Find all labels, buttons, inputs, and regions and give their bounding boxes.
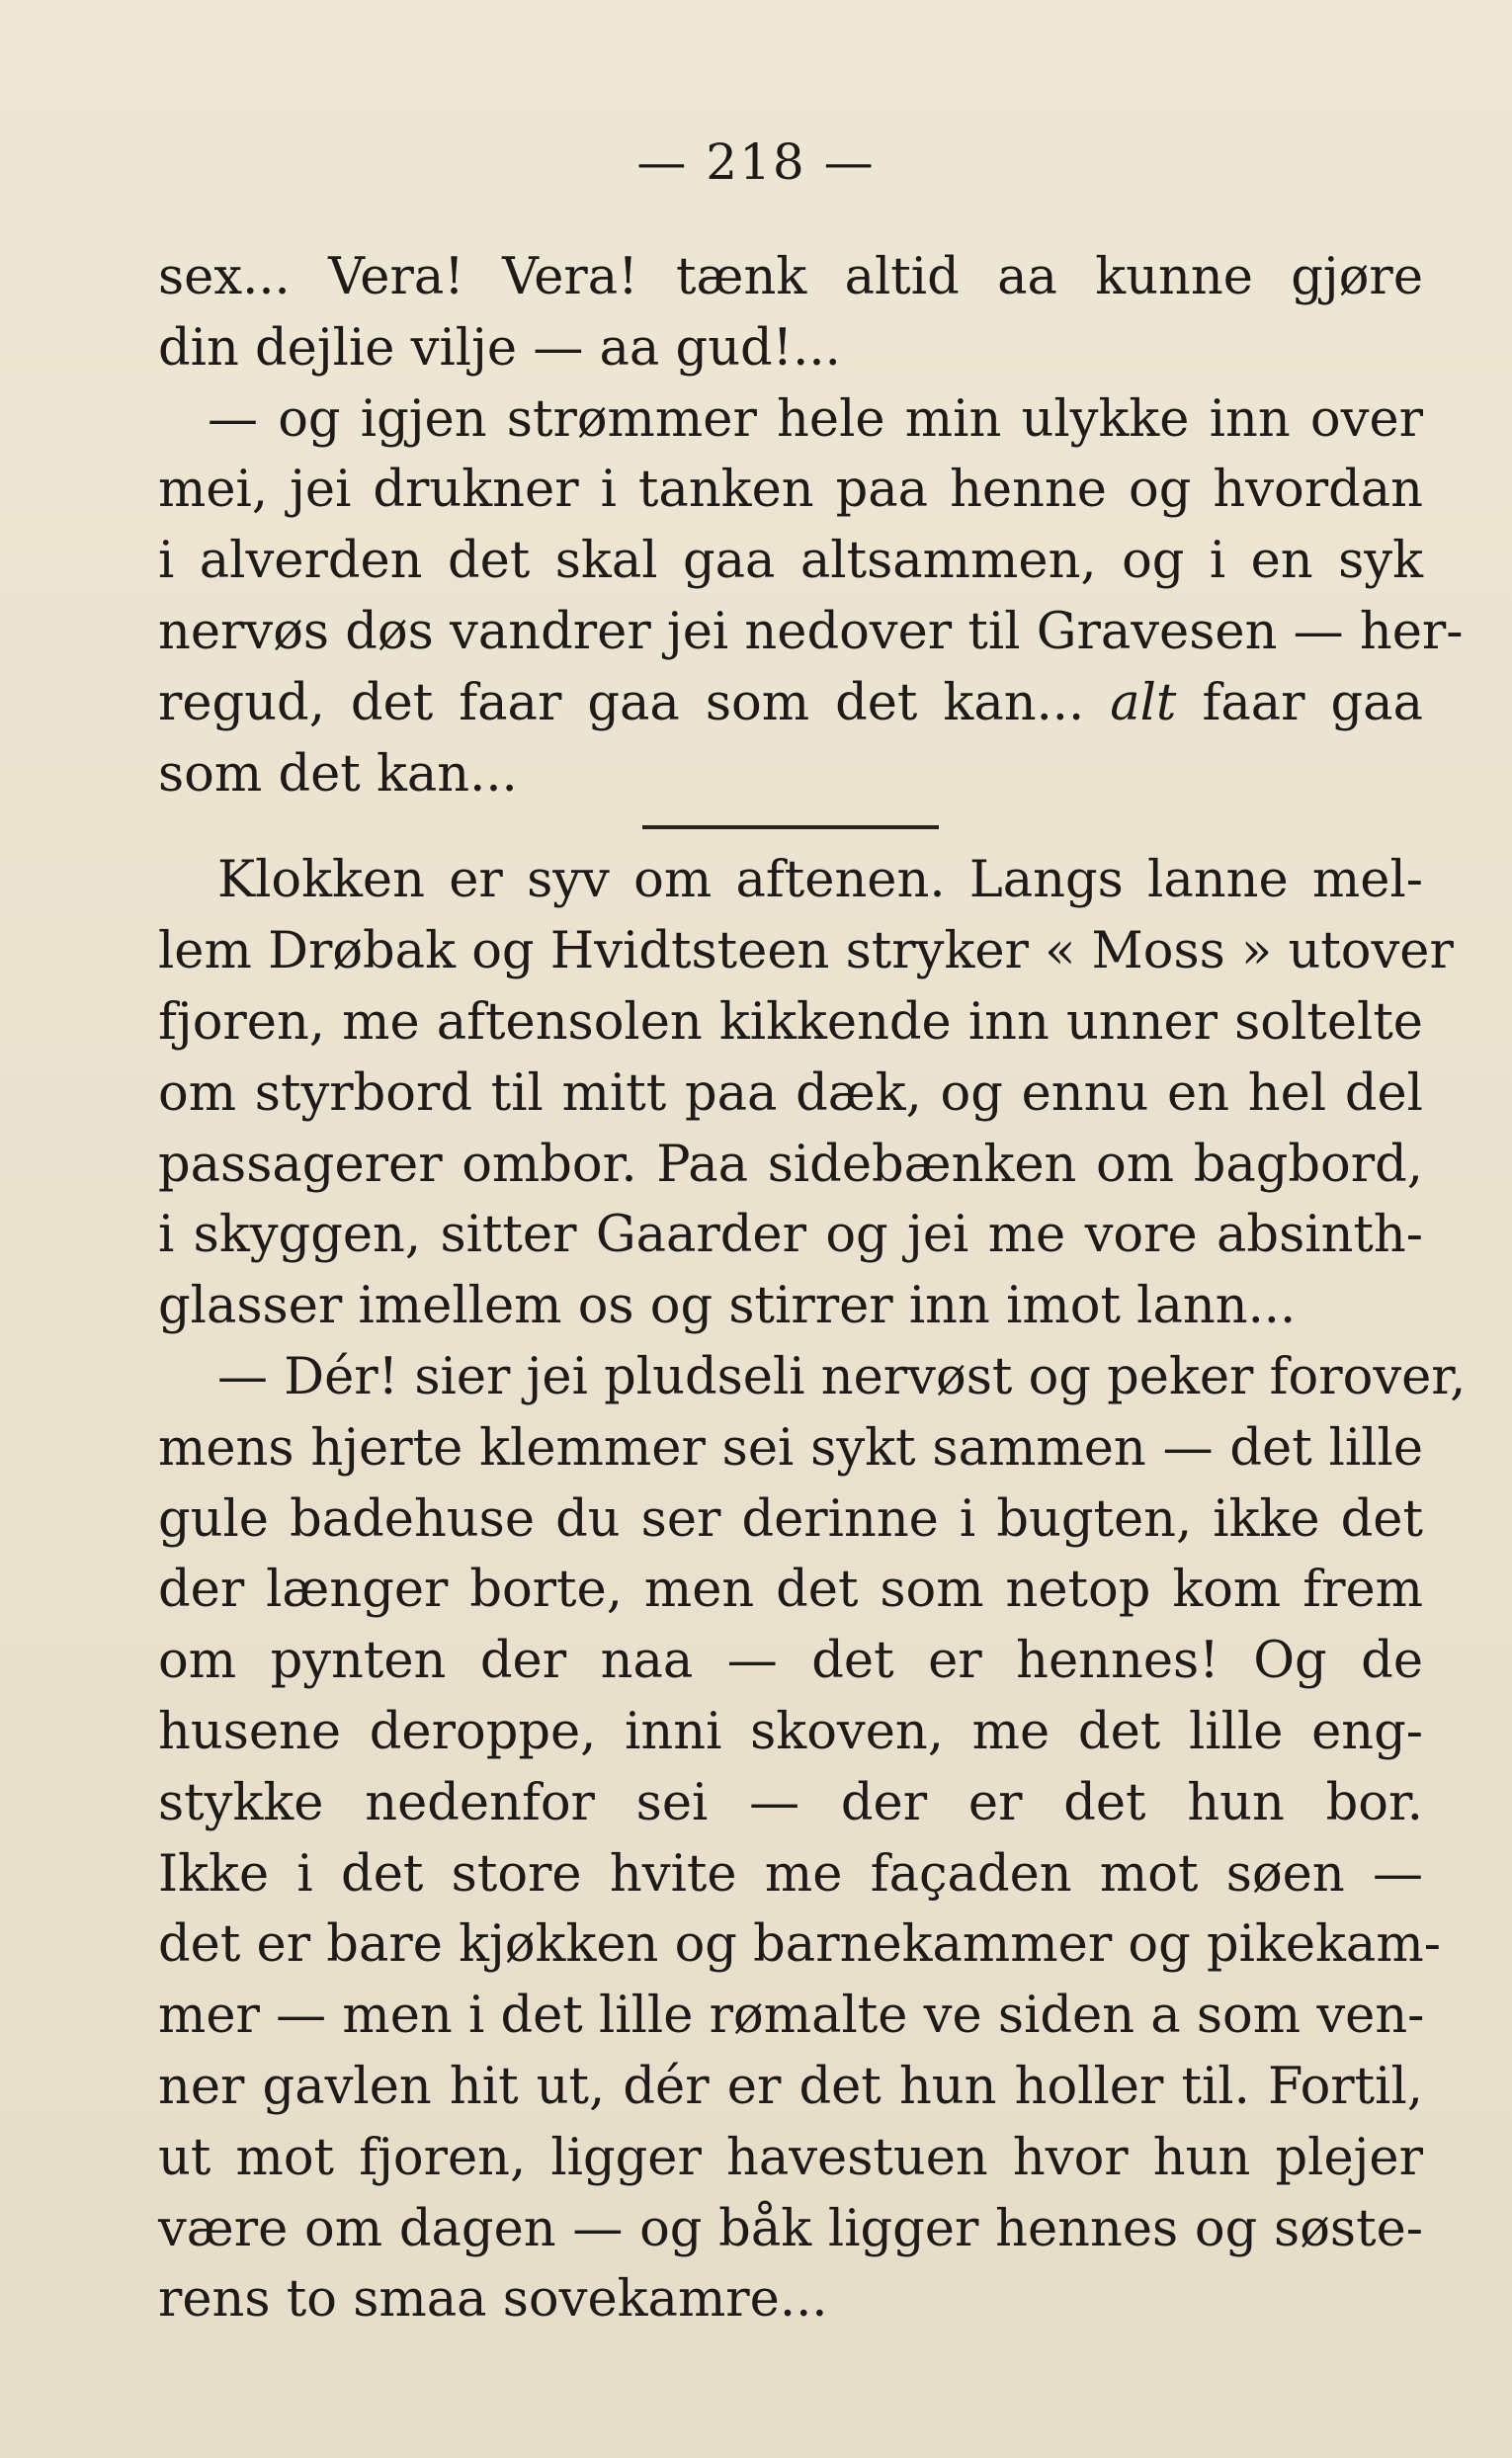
text-line: ut mot fjoren, ligger havestuen hvor hun plejer <box>158 2128 1423 2187</box>
section-divider <box>158 809 1423 845</box>
text-line: om pynten der naa — det er hennes! Og de <box>158 1632 1423 1691</box>
body-text <box>158 242 1467 2335</box>
text-line: i alverden det skal gaa altsammen, og i en syk <box>158 532 1423 591</box>
text-line: fjoren, me aftensolen kikkende inn unner soltelte <box>158 992 1423 1052</box>
text-line: være om dagen — og båk ligger hennes og søste- <box>158 2199 1423 2258</box>
text-line: det er bare kjøkken og barnekammer og pikekam- <box>158 1915 1441 1975</box>
text-line: passagerer ombor. Paa sidebænken om bagbord, <box>158 1135 1423 1194</box>
text-line: mens hjerte klemmer sei sykt sammen — det lille <box>158 1418 1423 1478</box>
text-line: rens to smaa sovekamre... <box>158 2270 828 2330</box>
text-segment: regud, det faar gaa som det kan... <box>158 673 1111 732</box>
text-line: husene deroppe, inni skoven, me det lille eng- <box>158 1702 1423 1761</box>
text-line: Ikke i det store hvite me façaden mot søen — <box>158 1844 1423 1904</box>
text-line: om styrbord til mitt paa dæk, og ennu en hel del <box>158 1063 1423 1123</box>
text-line: — Dér! sier jei pludseli nervøst og peker forover, <box>217 1347 1467 1406</box>
text-line: mer — men i det lille rømalte ve siden a som ven- <box>158 1987 1425 2046</box>
text-line: lem Drøbak og Hvidtsteen stryker « Moss » utover <box>158 922 1454 981</box>
text-line: Klokken er syv om aftenen. Langs lanne mel- <box>217 851 1423 910</box>
text-line: glasser imellem os og stirrer inn imot lann... <box>158 1277 1297 1336</box>
text-line: ner gavlen hit ut, dér er det hun holler til. Fortil, <box>158 2057 1423 2116</box>
text-segment: faar gaa <box>1176 673 1423 732</box>
page-number: — 218 — <box>636 133 876 191</box>
text-line: gule badehuse du ser derinne i bugten, ikke det <box>158 1489 1423 1549</box>
text-line <box>158 668 1423 739</box>
text-line: — og igjen strømmer hele min ulykke inn over <box>208 389 1423 449</box>
text-line: din dejlie vilje — aa gud!... <box>158 318 841 378</box>
text-line: som det kan... <box>158 744 518 804</box>
text-line: sex... Vera! Vera! tænk altid aa kunne gjøre <box>158 248 1423 306</box>
text-line: der længer borte, men det som netop kom frem <box>158 1561 1423 1620</box>
text-line: i skyggen, sitter Gaarder og jei me vore absinth- <box>158 1206 1423 1265</box>
italic-word: alt <box>1110 673 1177 732</box>
text-line: nervøs døs vandrer jei nedover til Gravesen — her- <box>158 602 1464 661</box>
text-line: mei, jei drukner i tanken paa henne og hvordan <box>158 461 1423 520</box>
text-line: stykke nedenfor sei — der er det hun bor. <box>158 1773 1423 1832</box>
